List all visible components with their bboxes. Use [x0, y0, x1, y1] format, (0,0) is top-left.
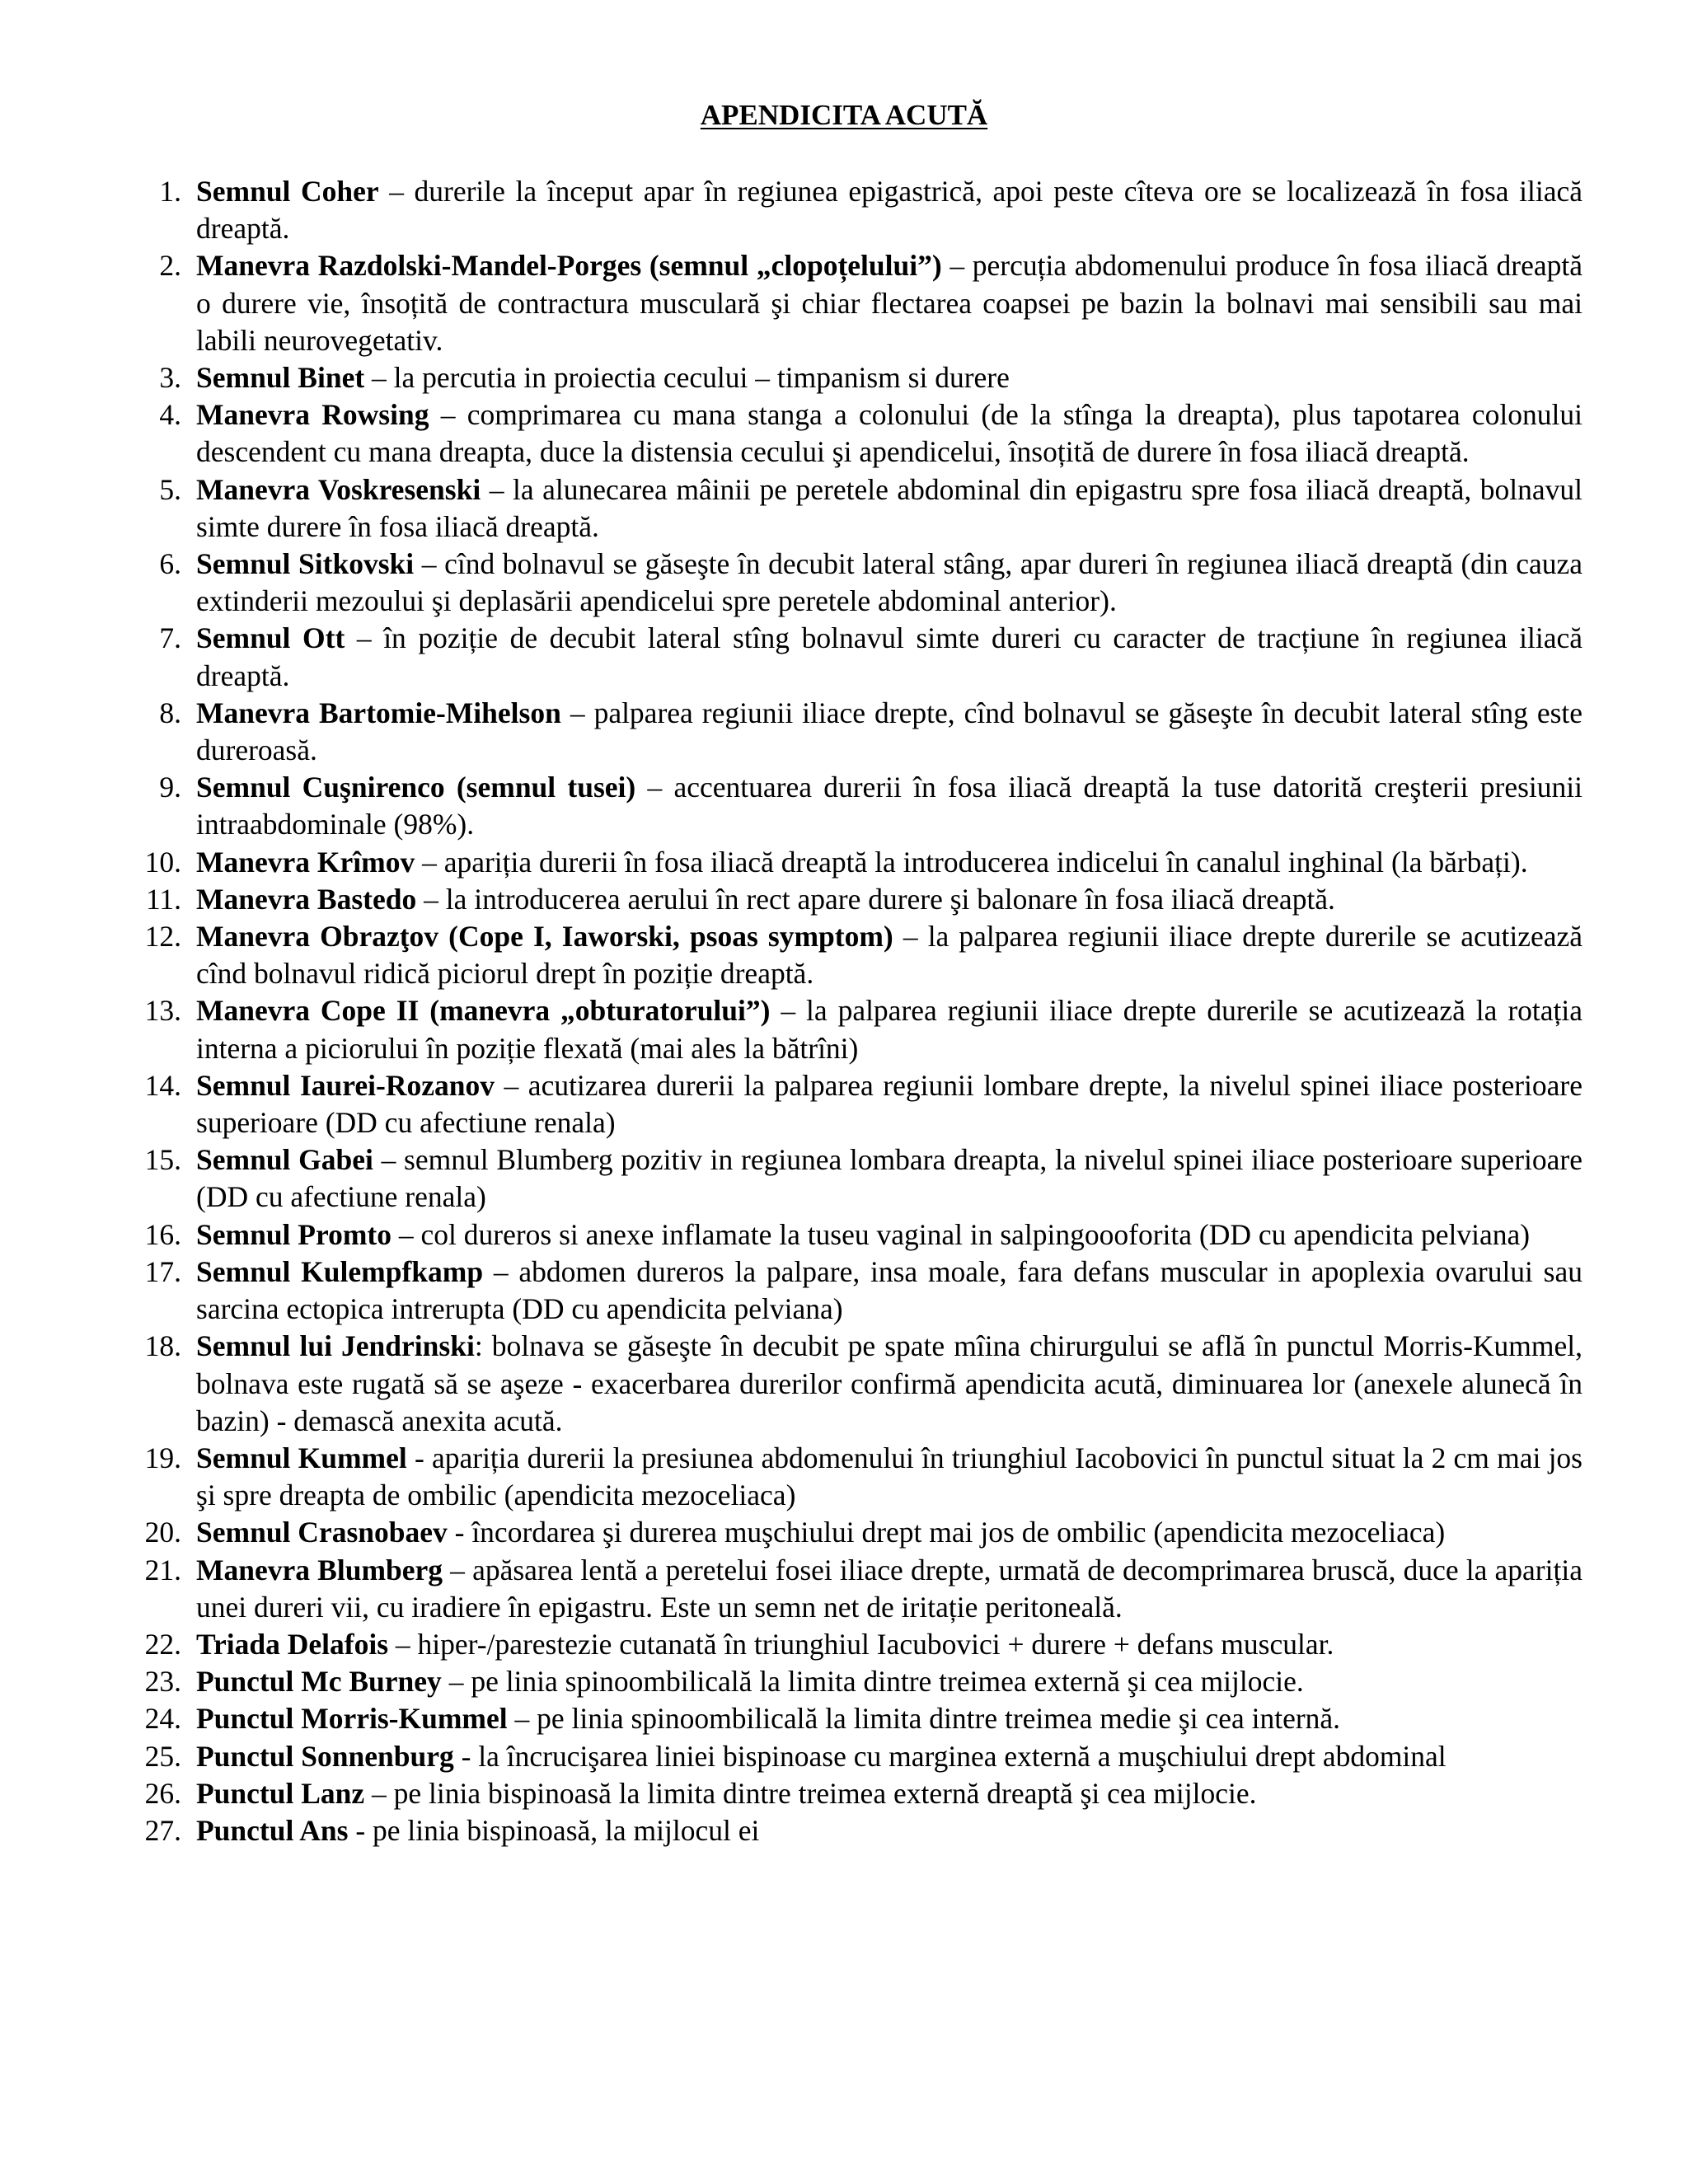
list-item	[132, 359, 1582, 396]
item-description: – abdomen dureros la palpare, insa moale, fara defans muscular in apoplexia ovarului sau sarcina ectopica intrerupta (DD cu apendicita pelviana)	[196, 1254, 1582, 1326]
list-item	[132, 1738, 1582, 1775]
item-term: Manevra Blumberg	[196, 1553, 443, 1586]
signs-list	[132, 173, 1582, 1849]
item-term: Punctul Mc Burney	[196, 1665, 442, 1699]
item-number: 4.	[159, 398, 181, 432]
list-item	[132, 992, 1582, 1066]
item-number: 7.	[159, 621, 181, 655]
item-description: – pe linia bispinoasă la limita dintre treimea externă dreaptă şi cea mijlocie.	[364, 1776, 1257, 1810]
item-number: 3.	[159, 361, 181, 395]
list-item	[132, 1552, 1582, 1626]
item-term: Semnul Cuşnirenco (semnul tusei)	[196, 771, 636, 804]
item-description: – col dureros si anexe inflamate la tuseu vaginal in salpingoooforita (DD cu apendicita pelviana)	[392, 1217, 1531, 1251]
list-item	[132, 1216, 1582, 1254]
item-description: – în poziție de decubit lateral stîng bolnavul simte dureri cu caracter de tracțiune în regiunea iliacă dreaptă.	[196, 621, 1582, 692]
list-item	[132, 1700, 1582, 1737]
item-description: – apăsarea lentă a peretelui fosei iliace drepte, urmată de decomprimarea bruscă, duce la apariția unei dureri vii, cu iradiere în epigastru. Este un semn net de iritație peritoneală.	[196, 1553, 1582, 1624]
list-item	[132, 1141, 1582, 1216]
list-item	[132, 620, 1582, 694]
item-number: 23.	[144, 1665, 181, 1699]
list-item	[132, 396, 1582, 471]
item-term: Semnul lui Jendrinski	[196, 1329, 475, 1363]
item-description: - la încrucişarea liniei bispinoase cu marginea externă a muşchiului drept abdominal	[453, 1739, 1447, 1773]
item-number: 6.	[159, 547, 181, 581]
item-description: – accentuarea durerii în fosa iliacă dreaptă la tuse datorită creşterii presiunii intraabdominale (98%).	[196, 771, 1582, 841]
item-description: – comprimarea cu mana stanga a colonului (de la stînga la dreapta), plus tapotarea colonului descendent cu mana dreapta, duce la distensia cecului şi apendicelui, însoțită de durere în fosa iliacă dreaptă.	[196, 398, 1582, 469]
item-description: – la introducerea aerului în rect apare durere şi balonare în fosa iliacă dreaptă.	[416, 882, 1335, 916]
item-number: 15.	[144, 1143, 181, 1177]
item-number: 13.	[144, 994, 181, 1028]
list-item	[132, 881, 1582, 918]
item-number: 5.	[159, 472, 181, 506]
item-description: – cînd bolnavul se găseşte în decubit lateral stâng, apar dureri în regiunea iliacă dreaptă (din cauza extinderii mezoului şi deplasării apendicelui spre peretele abdominal anterior).	[196, 547, 1582, 618]
list-item	[132, 1514, 1582, 1551]
item-number: 2.	[159, 249, 181, 283]
item-description: – percuția abdomenului produce în fosa iliacă dreaptă o durere vie, însoțită de contractura musculară şi chiar flectarea coapsei pe bazin la bolnavi mai sensibili sau mai labili neurovegetativ.	[196, 249, 1582, 357]
list-item	[132, 1812, 1582, 1849]
item-number: 10.	[144, 845, 181, 879]
item-description: - pe linia bispinoasă, la mijlocul ei	[348, 1813, 760, 1847]
item-number: 19.	[144, 1441, 181, 1474]
item-description: – la palparea regiunii iliace drepte durerile se acutizează cînd bolnavul ridică piciorul drept în poziție dreaptă.	[196, 920, 1582, 991]
item-term: Semnul Promto	[196, 1217, 392, 1251]
item-term: Manevra Razdolski-Mandel-Porges (semnul „clopoțelului”)	[196, 249, 942, 283]
list-item	[132, 1775, 1582, 1812]
list-item	[132, 1663, 1582, 1700]
list-item	[132, 769, 1582, 843]
item-term: Manevra Cope II (manevra „obturatorului”)	[196, 994, 771, 1028]
item-description: - apariția durerii la presiunea abdomenului în triunghiul Iacobovici în punctul situat la 2 cm mai jos şi spre dreapta de ombilic (apendicita mezoceliaca)	[196, 1441, 1582, 1512]
item-description: – acutizarea durerii la palparea regiunii lombare drepte, la nivelul spinei iliace posterioare superioare (DD cu afectiune renala)	[196, 1068, 1582, 1140]
item-description: – la palparea regiunii iliace drepte durerile se acutizează la rotația interna a piciorului în poziție flexată (mai ales la bătrîni)	[196, 994, 1583, 1065]
item-number: 11.	[145, 882, 181, 916]
item-term: Punctul Morris-Kummel	[196, 1702, 508, 1736]
item-description: – hiper-/parestezie cutanată în triunghiul Iacubovici + durere + defans muscular.	[388, 1627, 1334, 1661]
item-term: Punctul Sonnenburg	[196, 1739, 454, 1773]
item-description: – pe linia spinoombilicală la limita dintre treimea medie şi cea internă.	[507, 1702, 1341, 1736]
item-description: – apariția durerii în fosa iliacă dreaptă la introducerea indicelui în canalul inghinal (la bărbați).	[415, 845, 1528, 879]
item-description: – palparea regiunii iliace drepte, cînd bolnavul se găseşte în decubit lateral stîng este dureroasă.	[196, 696, 1583, 767]
list-item	[132, 1626, 1582, 1663]
list-item	[132, 918, 1582, 992]
item-number: 20.	[144, 1516, 181, 1549]
item-number: 8.	[159, 696, 181, 729]
list-item	[132, 844, 1582, 881]
item-number: 21.	[144, 1553, 181, 1586]
item-number: 12.	[144, 920, 181, 954]
item-number: 16.	[144, 1217, 181, 1251]
item-term: Semnul Sitkovski	[196, 547, 415, 581]
item-term: Manevra Rowsing	[196, 398, 429, 432]
item-description: - încordarea şi durerea muşchiului drept mai jos de ombilic (apendicita mezoceliaca)	[447, 1516, 1446, 1549]
item-number: 17.	[144, 1254, 181, 1288]
list-item	[132, 173, 1582, 247]
item-number: 27.	[144, 1813, 181, 1847]
list-item	[132, 1067, 1582, 1141]
item-description: – semnul Blumberg pozitiv in regiunea lombara dreapta, la nivelul spinei iliace posterioare superioare (DD cu afectiune renala)	[196, 1143, 1582, 1214]
item-term: Punctul Lanz	[196, 1776, 365, 1810]
item-term: Manevra Obrazţov (Cope I, Iaworski, psoas symptom)	[196, 920, 893, 954]
item-term: Semnul Kummel	[196, 1441, 407, 1474]
item-number: 1.	[159, 175, 181, 208]
item-description: : bolnava se găseşte în decubit pe spate mîina chirurgului se află în punctul Morris-Kummel, bolnava este rugată să se aşeze - exacerbarea durerilor confirmă apendicita acută, diminuarea lor (anexele alunecă în bazin) - demască anexita acută.	[196, 1329, 1583, 1437]
item-term: Manevra Voskresenski	[196, 472, 481, 506]
item-description: – la percutia in proiectia cecului – timpanism si durere	[364, 361, 1010, 395]
item-term: Manevra Krîmov	[196, 845, 415, 879]
item-number: 26.	[144, 1776, 181, 1810]
item-number: 9.	[159, 771, 181, 804]
item-term: Semnul Iaurei-Rozanov	[196, 1068, 495, 1102]
item-number: 25.	[144, 1739, 181, 1773]
list-item	[132, 471, 1582, 546]
list-item	[132, 546, 1582, 620]
item-term: Semnul Kulempfkamp	[196, 1254, 484, 1288]
item-term: Punctul Ans	[196, 1813, 349, 1847]
item-term: Semnul Gabei	[196, 1143, 373, 1177]
page-title: APENDICITA ACUTĂ	[700, 99, 988, 131]
item-number: 14.	[144, 1068, 181, 1102]
list-item	[132, 1440, 1582, 1514]
list-item	[132, 695, 1582, 769]
item-description: – durerile la început apar în regiunea epigastrică, apoi peste cîteva ore se localizează în fosa iliacă dreaptă.	[196, 175, 1582, 246]
list-item	[132, 1254, 1582, 1328]
item-number: 18.	[144, 1329, 181, 1363]
item-term: Triada Delafois	[196, 1627, 389, 1661]
item-term: Manevra Bartomie-Mihelson	[196, 696, 561, 729]
list-item	[132, 1328, 1582, 1440]
item-term: Semnul Binet	[196, 361, 365, 395]
item-term: Semnul Crasnobaev	[196, 1516, 448, 1549]
list-item	[132, 247, 1582, 359]
item-number: 24.	[144, 1702, 181, 1736]
item-number: 22.	[144, 1627, 181, 1661]
item-term: Semnul Coher	[196, 175, 379, 208]
item-term: Manevra Bastedo	[196, 882, 417, 916]
item-term: Semnul Ott	[196, 621, 345, 655]
item-description: – pe linia spinoombilicală la limita dintre treimea externă şi cea mijlocie.	[441, 1665, 1304, 1699]
item-description: – la alunecarea mâinii pe peretele abdominal din epigastru spre fosa iliacă dreaptă, bolnavul simte durere în fosa iliacă dreaptă.	[196, 472, 1583, 543]
